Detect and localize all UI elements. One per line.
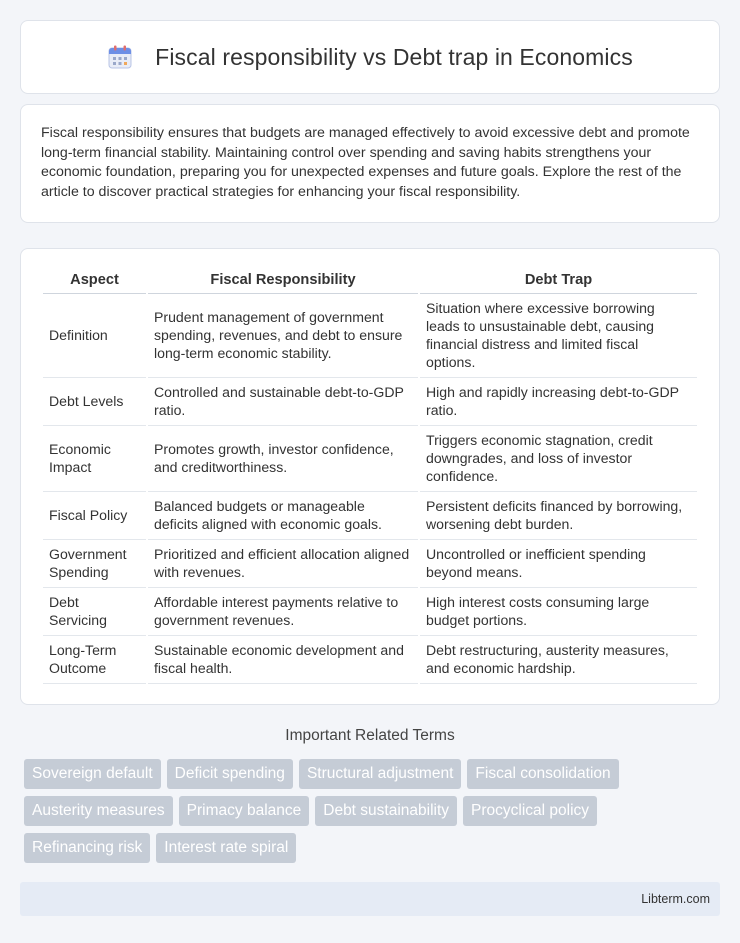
related-term-tag[interactable]: Deficit spending [167, 759, 293, 789]
cell-fiscal: Promotes growth, investor confidence, and creditworthiness. [148, 426, 418, 492]
header-aspect: Aspect [43, 266, 146, 294]
cell-debt: High and rapidly increasing debt-to-GDP ratio. [420, 378, 697, 426]
intro-text: Fiscal responsibility ensures that budgets are managed effectively to avoid excessive debt and promote long-term financial stability. Maintaining control over spending and saving habits strengthens your economic foundation, preparing you for unexpected expenses and future goals. Explore the rest of the article to discover practical strategies for enhancing your fiscal responsibility. [41, 125, 690, 200]
related-term-tag[interactable]: Structural adjustment [299, 759, 461, 789]
table-row [43, 540, 697, 588]
related-term-tag[interactable]: Primacy balance [179, 796, 310, 826]
intro-card [20, 104, 720, 223]
cell-aspect: Long-Term Outcome [43, 636, 146, 684]
cell-aspect: Economic Impact [43, 426, 146, 492]
cell-aspect: Debt Levels [43, 378, 146, 426]
related-term-tag[interactable]: Debt sustainability [315, 796, 457, 826]
cell-debt: Situation where excessive borrowing leads to unsustainable debt, causing financial distress and limited fiscal options. [420, 294, 697, 378]
table-row [43, 378, 697, 426]
related-term-tag[interactable]: Austerity measures [24, 796, 173, 826]
cell-aspect: Definition [43, 294, 146, 378]
comparison-table-card [20, 248, 720, 705]
table-header-row [43, 266, 697, 294]
footer-site-link[interactable]: Libterm.com [641, 892, 710, 906]
related-term-tag[interactable]: Interest rate spiral [156, 833, 296, 863]
calendar-icon [107, 44, 133, 70]
table-row [43, 492, 697, 540]
cell-debt: Triggers economic stagnation, credit downgrades, and loss of investor confidence. [420, 426, 697, 492]
table-row [43, 588, 697, 636]
cell-aspect: Fiscal Policy [43, 492, 146, 540]
cell-fiscal: Prioritized and efficient allocation aligned with revenues. [148, 540, 418, 588]
header-debt-trap: Debt Trap [420, 266, 697, 294]
cell-debt: Persistent deficits financed by borrowing, worsening debt burden. [420, 492, 697, 540]
title-card [20, 20, 720, 94]
comparison-table [41, 266, 699, 684]
header-fiscal-responsibility: Fiscal Responsibility [148, 266, 418, 294]
cell-aspect: Government Spending [43, 540, 146, 588]
related-term-tag[interactable]: Procyclical policy [463, 796, 597, 826]
related-terms-title: Important Related Terms [285, 727, 455, 744]
cell-aspect: Debt Servicing [43, 588, 146, 636]
cell-fiscal: Balanced budgets or manageable deficits aligned with economic goals. [148, 492, 418, 540]
cell-fiscal: Affordable interest payments relative to government revenues. [148, 588, 418, 636]
related-term-tag[interactable]: Fiscal consolidation [467, 759, 618, 789]
table-row [43, 294, 697, 378]
cell-fiscal: Sustainable economic development and fiscal health. [148, 636, 418, 684]
cell-debt: Uncontrolled or inefficient spending beyond means. [420, 540, 697, 588]
related-term-tag[interactable]: Sovereign default [24, 759, 161, 789]
cell-fiscal: Controlled and sustainable debt-to-GDP ratio. [148, 378, 418, 426]
table-row [43, 636, 697, 684]
footer [20, 882, 720, 916]
cell-debt: Debt restructuring, austerity measures, and economic hardship. [420, 636, 697, 684]
related-terms-list [20, 759, 720, 870]
page-title: Fiscal responsibility vs Debt trap in Economics [155, 43, 633, 70]
cell-fiscal: Prudent management of government spending, revenues, and debt to ensure long-term economic stability. [148, 294, 418, 378]
table-row [43, 426, 697, 492]
related-term-tag[interactable]: Refinancing risk [24, 833, 150, 863]
cell-debt: High interest costs consuming large budget portions. [420, 588, 697, 636]
